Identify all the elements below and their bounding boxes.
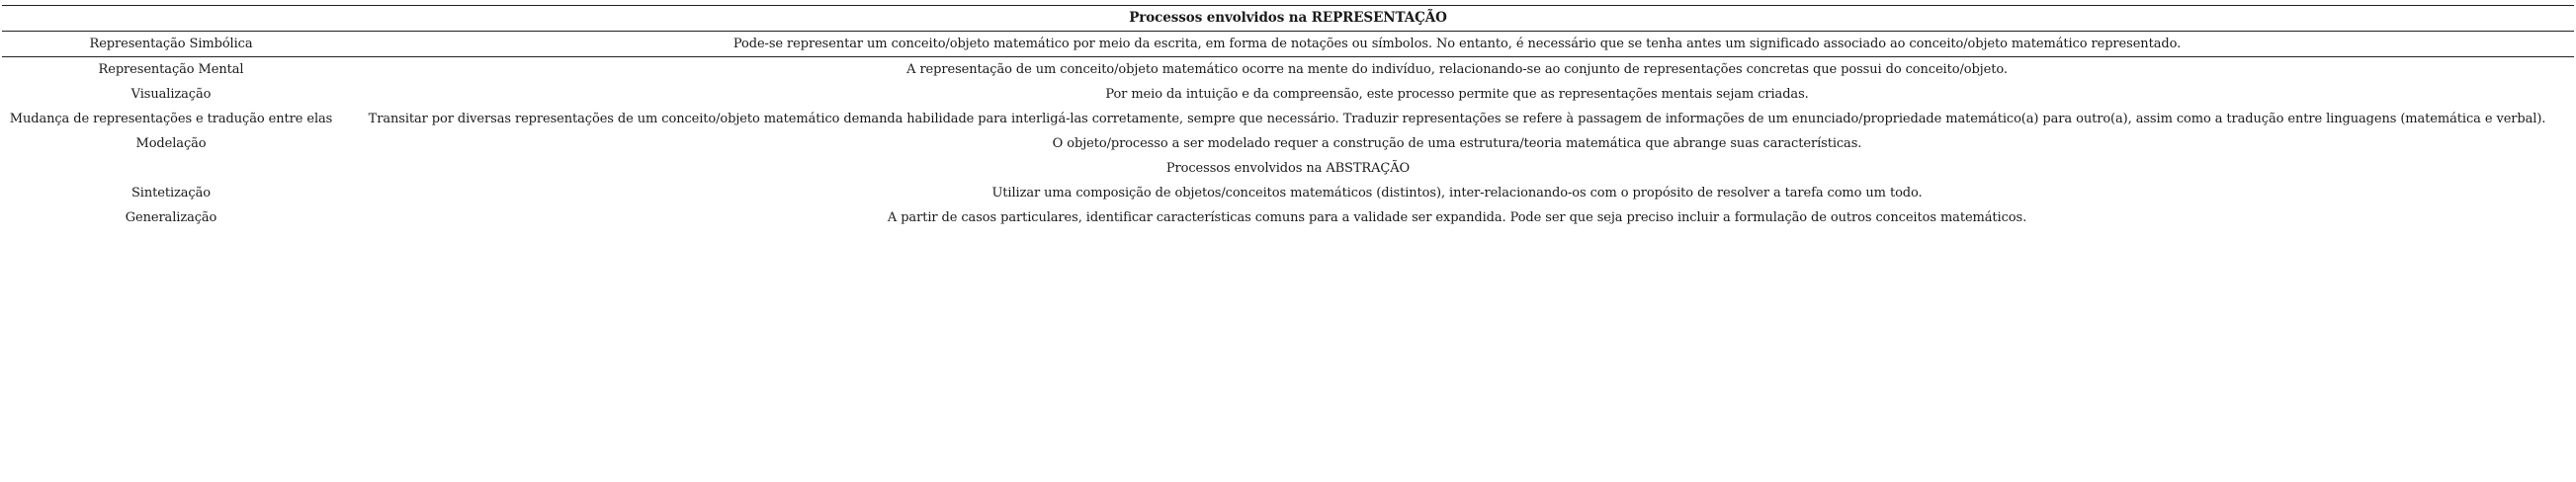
processes-table-container (2, 5, 2574, 230)
table-row (2, 32, 2574, 57)
process-description: Pode-se representar um conceito/objeto matemático por meio da escrita, em forma de notações ou símbolos. No entanto, é necessário que se tenha antes um significado associado ao conceito/objeto matemático representado. (340, 32, 2574, 57)
process-description: Transitar por diversas representações de um conceito/objeto matemático demanda habilidade para interligá-las corretamente, sempre que necessário. Traduzir representações se refere à passagem de informações de um enunciado/propriedade matemático(a) para outro(a), assim como a tradução entre linguagens (matemática e verbal). (368, 112, 2546, 126)
process-name: Mudança de representações e tradução entre elas (9, 112, 333, 126)
table-row (2, 205, 2574, 230)
process-description: A representação de um conceito/objeto matemático ocorre na mente do indivíduo, relacionando-se ao conjunto de representações concretas que possui do conceito/objeto. (340, 57, 2574, 83)
section-heading-row-representation (2, 6, 2574, 32)
process-description: O objeto/processo a ser modelado requer a construção de uma estrutura/teoria matemática que abrange suas características. (1052, 136, 1862, 151)
process-description: Utilizar uma composição de objetos/conceitos matemáticos (distintos), inter-relacionando-os com o propósito de resolver a tarefa como um todo. (991, 186, 1923, 201)
section-heading-representation: Processos envolvidos na REPRESENTAÇÃO (2, 6, 2574, 32)
process-name: Representação Simbólica (2, 32, 340, 57)
process-name: Representação Mental (2, 57, 340, 83)
process-name: Sintetização (131, 186, 211, 201)
table-row (2, 181, 2574, 205)
process-name: Generalização (125, 210, 217, 225)
table-row (2, 131, 2574, 156)
process-description: Por meio da intuição e da compreensão, este processo permite que as representações mentais sejam criadas. (1105, 87, 1809, 102)
table-row (2, 107, 2574, 131)
process-description: A partir de casos particulares, identificar características comuns para a validade ser expandida. Pode ser que seja preciso incluir a formulação de outros conceitos matemáticos. (887, 210, 2027, 225)
process-name: Visualização (130, 87, 212, 102)
table-row (2, 82, 2574, 107)
section-heading-abstraction: Processos envolvidos na ABSTRAÇÃO (1165, 161, 1411, 176)
process-name: Modelação (135, 136, 207, 151)
table-row (2, 57, 2574, 83)
section-heading-row-abstraction (2, 156, 2574, 181)
processes-table (2, 5, 2574, 230)
